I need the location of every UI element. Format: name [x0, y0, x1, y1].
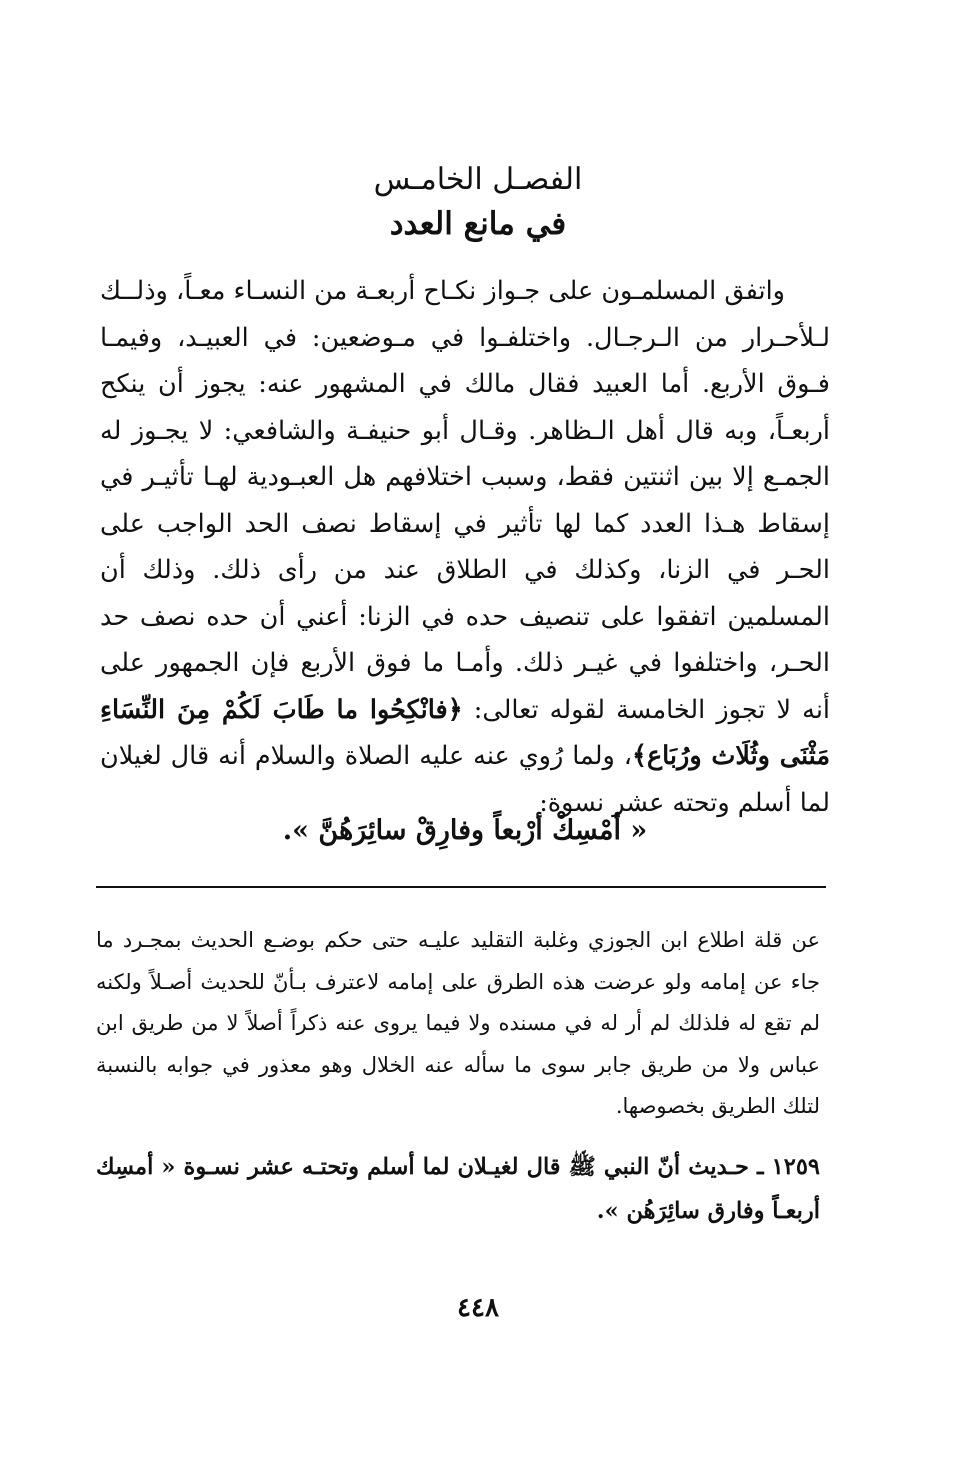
quran-verse: ﴿فانْكِحُوا ما طَابَ لَكُمْ مِنَ النِّسَاءِ مَثْنَى وثُلَاث ورُبَاع﴾: [100, 694, 831, 771]
paragraph: [100, 268, 830, 826]
chapter-subtitle: في مانع العدد: [389, 206, 567, 242]
hadith-reference: [96, 1145, 820, 1233]
paragraph-text-continued: ، ولما رُوي عنه عليه الصلاة والسلام أنه قال لغيلان لما أسلم وتحته عشر نسوة:: [100, 741, 830, 818]
footnote-divider: [96, 886, 826, 888]
hadith-quote: « أمْسِكْ أرْبعاً وفارِقْ سائِرَهُنَّ ».: [282, 815, 648, 846]
main-paragraph: [100, 268, 830, 826]
footnote: [96, 920, 820, 1128]
paragraph-text: واتفق المسلمـون على جـواز نكـاح أربعـة من النسـاء معـاً، وذلــك لـلأحـرار من الـرجـال. واختلفـوا في مـوضعين: في العبيـد، وفيمـا فـوق الأربع. أما العبيد فقال مالك في المشهور عنه: يجوز أن ينكح أربعـاً، وبه قال أهل الـظاهر. وقـال أبو حنيفـة والشافعي: لا يجـوز له الجمـع إلا بين اثنتين فقط، وسبب اختلافهم هل العبـودية لهـا تأثيـر في إسقاط هـذا العدد كما لها تأثير في إسقاط نصف الحد الواجب على الحـر في الزنا، وكذلك في الطلاق عند من رأى ذلك. وذلك أن المسلمين اتفقوا على تنصيف حده في الزنا: أعني أن حده نصف حد الحـر، واختلفوا في غيـر ذلك. وأمـا ما فوق الأربع فإن الجمهور على أنه لا تجوز الخامسة لقوله تعالى:: [100, 276, 831, 725]
footnote-text: عن قلة اطلاع ابن الجوزي وغلبة التقليد عليـه حتى حكم بوضـع الحديث بمجـرد ما جاء عن إمامه ولو عرضت هذه الطرق على إمامه لاعترف بـأنّ للحديث أصـلاً ولكنه لم تقع له فلذلك لم أر له في مسنده ولا فيما يروى عنه ذكراً أصلاً لا من طريق ابن عباس ولا من طريق جابر سوى ما سأله عنه الخلال وهو معذور في جوابه بالنسبة لتلك الطريق بخصوصها.: [96, 928, 820, 1118]
chapter-title: الفصـل الخامـس: [373, 162, 583, 197]
page-number: ٤٤٨: [457, 1293, 499, 1323]
hadith-reference-text: ١٢٥٩ ـ حـديث أنّ النبي ﷺ قال لغيـلان لما أسلم وتحتـه عشر نسـوة « أمسِك أربعـاً وفارق سائِرَهُن ».: [96, 1154, 820, 1224]
